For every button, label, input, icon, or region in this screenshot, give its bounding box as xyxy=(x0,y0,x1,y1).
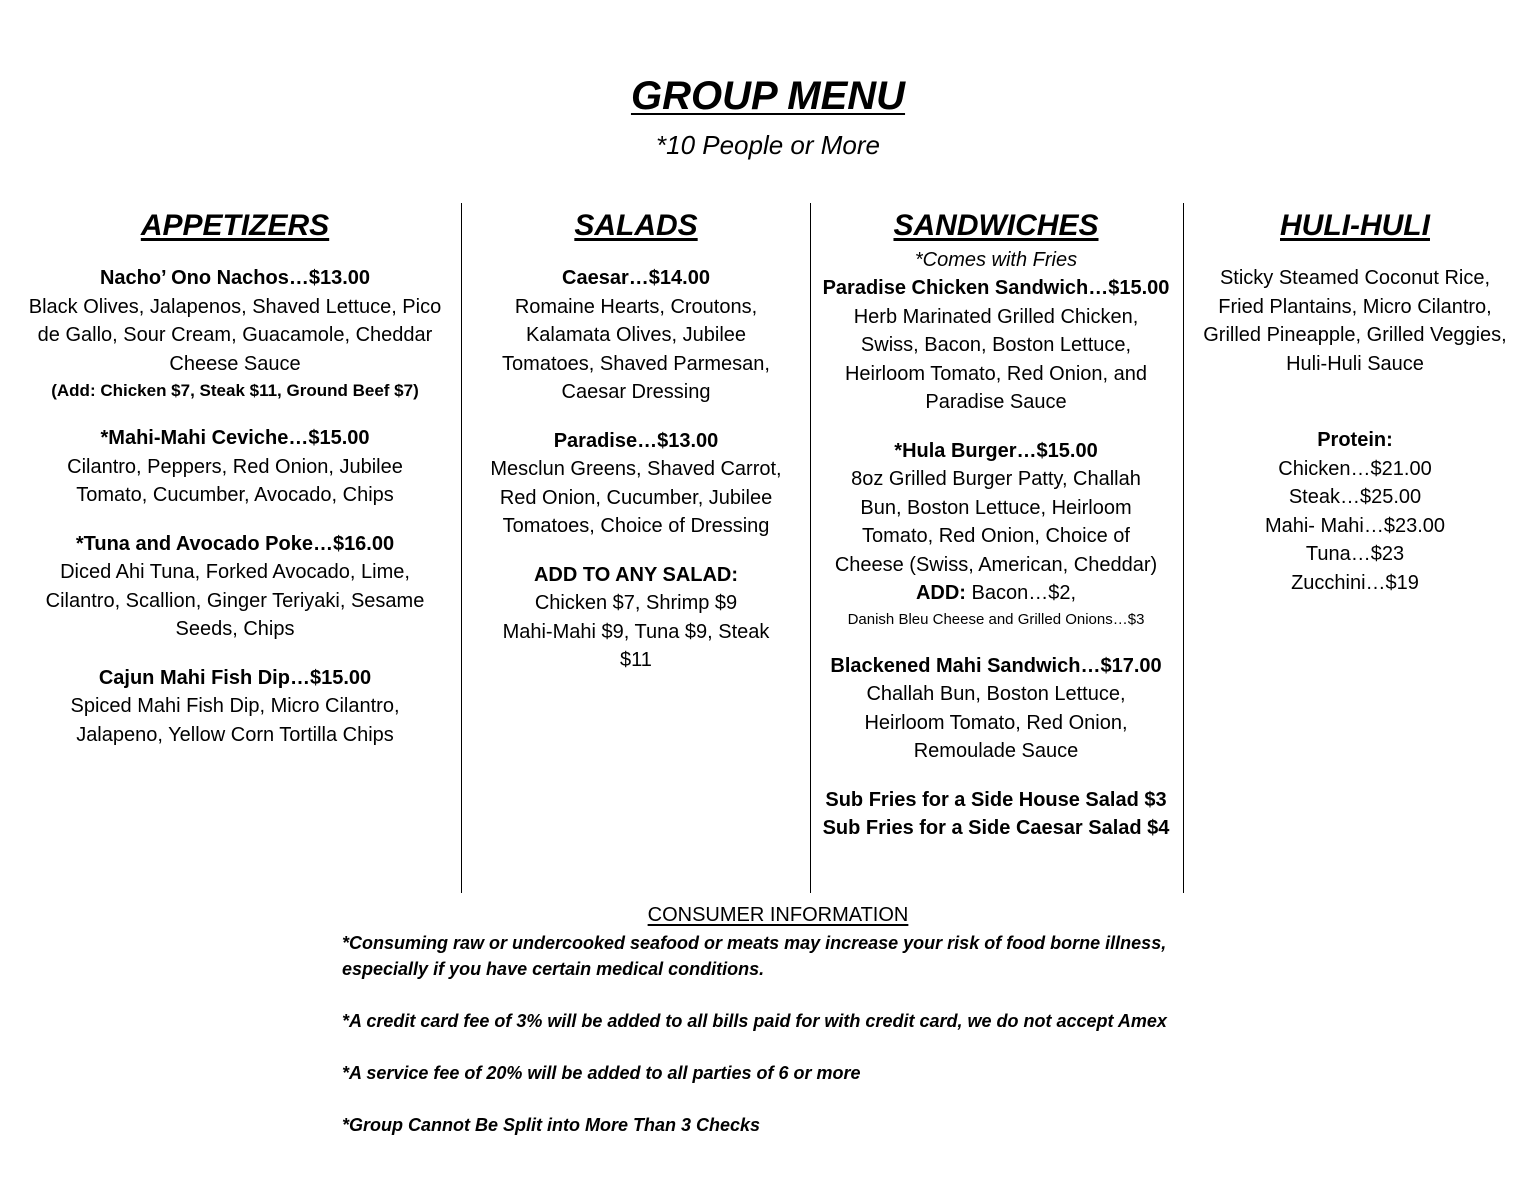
item-description: Kalamata Olives, Jubilee xyxy=(525,324,747,346)
side-substitution-line: Sub Fries for a Side House Salad $3 xyxy=(825,788,1167,811)
item-description: Tomatoes, Shaved Parmesan, xyxy=(502,352,770,375)
menu-item xyxy=(815,652,1177,766)
item-name: Nacho’ Ono Nachos…$13.00 xyxy=(99,267,371,289)
item-description: 8oz Grilled Burger Patty, Challah xyxy=(851,468,1141,490)
item-description: Grilled Pineapple, Grilled Veggies, xyxy=(1203,324,1507,346)
item-name: Caesar…$14.00 xyxy=(562,267,710,289)
item-description: Black Olives, Jalapenos, Shaved Lettuce, Pico xyxy=(28,295,442,318)
menu-item xyxy=(10,530,460,644)
item-description: Romaine Hearts, Croutons, xyxy=(514,295,758,318)
item-description: Tomato, Cucumber, Avocado, Chips xyxy=(76,484,394,506)
huli-heading: HULI-HULI xyxy=(1280,209,1430,242)
side-substitutions xyxy=(815,786,1177,843)
item-name: Paradise Chicken Sandwich…$15.00 xyxy=(822,277,1170,299)
column-divider xyxy=(1183,203,1184,893)
item-addon-small: Danish Bleu Cheese and Grilled Onions…$3 xyxy=(847,610,1145,628)
appetizers-heading: APPETIZERS xyxy=(140,209,330,242)
menu-item xyxy=(10,424,460,510)
item-description: Herb Marinated Grilled Chicken, xyxy=(853,305,1139,328)
item-description: Heirloom Tomato, Red Onion, xyxy=(864,711,1128,734)
sandwiches-note: *Comes with Fries xyxy=(914,249,1078,271)
item-description: Remoulade Sauce xyxy=(913,740,1079,762)
add-text: Bacon…$2, xyxy=(965,582,1077,604)
item-description: Cilantro, Scallion, Ginger Teriyaki, Sesame xyxy=(45,589,425,612)
item-description: Mesclun Greens, Shaved Carrot, xyxy=(490,458,782,480)
item-description: Caesar Dressing xyxy=(561,381,711,403)
item-description: Cheese Sauce xyxy=(169,352,301,375)
item-description: Diced Ahi Tuna, Forked Avocado, Lime, xyxy=(60,561,410,583)
item-description: Seeds, Chips xyxy=(175,618,295,640)
salad-addon-line: Chicken $7, Shrimp $9 xyxy=(534,592,738,614)
item-addon: (Add: Chicken $7, Steak $11, Ground Beef $7) xyxy=(51,381,419,400)
item-addon xyxy=(815,579,1177,608)
item-description: Fried Plantains, Micro Cilantro, xyxy=(1218,295,1492,318)
item-description: Cheese (Swiss, American, Cheddar) xyxy=(834,553,1158,576)
item-description: de Gallo, Sour Cream, Guacamole, Cheddar xyxy=(37,324,433,346)
consumer-notice: especially if you have certain medical conditions. xyxy=(342,959,765,979)
protein-option: Tuna…$23 xyxy=(1305,543,1405,565)
consumer-notice: *A service fee of 20% will be added to all parties of 6 or more xyxy=(342,1063,861,1083)
item-description: Heirloom Tomato, Red Onion, and xyxy=(844,362,1147,385)
item-description: Spiced Mahi Fish Dip, Micro Cilantro, xyxy=(70,695,400,717)
item-name: *Mahi-Mahi Ceviche…$15.00 xyxy=(100,427,370,449)
item-description: Huli-Huli Sauce xyxy=(1286,352,1424,375)
item-description: Challah Bun, Boston Lettuce, xyxy=(866,683,1126,705)
column-divider xyxy=(810,203,811,893)
menu-item xyxy=(470,264,802,407)
consumer-notice: *Group Cannot Be Split into More Than 3 Checks xyxy=(342,1115,761,1135)
menu-item xyxy=(10,664,460,750)
salad-addon-line: $11 xyxy=(620,649,652,671)
salads-heading: SALADS xyxy=(574,209,698,242)
item-name: Cajun Mahi Fish Dip…$15.00 xyxy=(98,666,372,689)
salad-addons xyxy=(470,561,802,675)
item-description: Paradise Sauce xyxy=(925,391,1067,413)
item-description: Bun, Boston Lettuce, Heirloom xyxy=(860,496,1132,519)
side-substitution-line: Sub Fries for a Side Caesar Salad $4 xyxy=(822,817,1170,839)
item-description: Cilantro, Peppers, Red Onion, Jubilee xyxy=(67,455,403,478)
protein-option: Chicken…$21.00 xyxy=(1278,457,1432,480)
item-description: Red Onion, Cucumber, Jubilee xyxy=(499,486,773,509)
item-description: Tomato, Red Onion, Choice of xyxy=(862,525,1130,547)
protein-title: Protein: xyxy=(1317,429,1393,451)
huli-column xyxy=(1188,206,1522,597)
consumer-info-title: CONSUMER INFORMATION xyxy=(647,904,909,926)
menu-title: GROUP MENU xyxy=(630,74,906,118)
column-divider xyxy=(461,203,462,893)
salad-addon-line: Mahi-Mahi $9, Tuna $9, Steak xyxy=(502,620,770,643)
item-name: *Hula Burger…$15.00 xyxy=(894,439,1098,462)
consumer-notice: *Consuming raw or undercooked seafood or meats may increase your risk of food borne illness, xyxy=(342,933,1167,953)
menu-item xyxy=(1188,264,1522,378)
protein-list xyxy=(1188,426,1522,597)
item-description: Tomatoes, Choice of Dressing xyxy=(502,515,770,537)
menu-subtitle: *10 People or More xyxy=(655,130,881,160)
item-description: Swiss, Bacon, Boston Lettuce, xyxy=(860,334,1132,356)
add-label: ADD: xyxy=(915,582,966,604)
salads-column xyxy=(470,206,802,695)
menu-item xyxy=(815,274,1177,417)
menu-item xyxy=(470,427,802,541)
protein-option: Mahi- Mahi…$23.00 xyxy=(1264,514,1446,537)
item-name: Blackened Mahi Sandwich…$17.00 xyxy=(830,654,1162,677)
consumer-notice: *A credit card fee of 3% will be added to all bills paid for with credit card, we do not accept Amex xyxy=(342,1011,1167,1031)
protein-option: Zucchini…$19 xyxy=(1291,571,1419,594)
sandwiches-column xyxy=(815,206,1177,843)
item-name: Paradise…$13.00 xyxy=(553,429,719,452)
item-description: Sticky Steamed Coconut Rice, xyxy=(1219,267,1491,289)
item-name: *Tuna and Avocado Poke…$16.00 xyxy=(75,532,395,555)
item-description: Jalapeno, Yellow Corn Tortilla Chips xyxy=(76,723,394,746)
protein-option: Steak…$25.00 xyxy=(1288,486,1422,508)
menu-item xyxy=(10,264,460,404)
salad-addon-title: ADD TO ANY SALAD: xyxy=(533,563,739,586)
appetizers-column xyxy=(10,206,460,769)
sandwiches-heading: SANDWICHES xyxy=(893,209,1099,242)
menu-item xyxy=(815,437,1177,632)
